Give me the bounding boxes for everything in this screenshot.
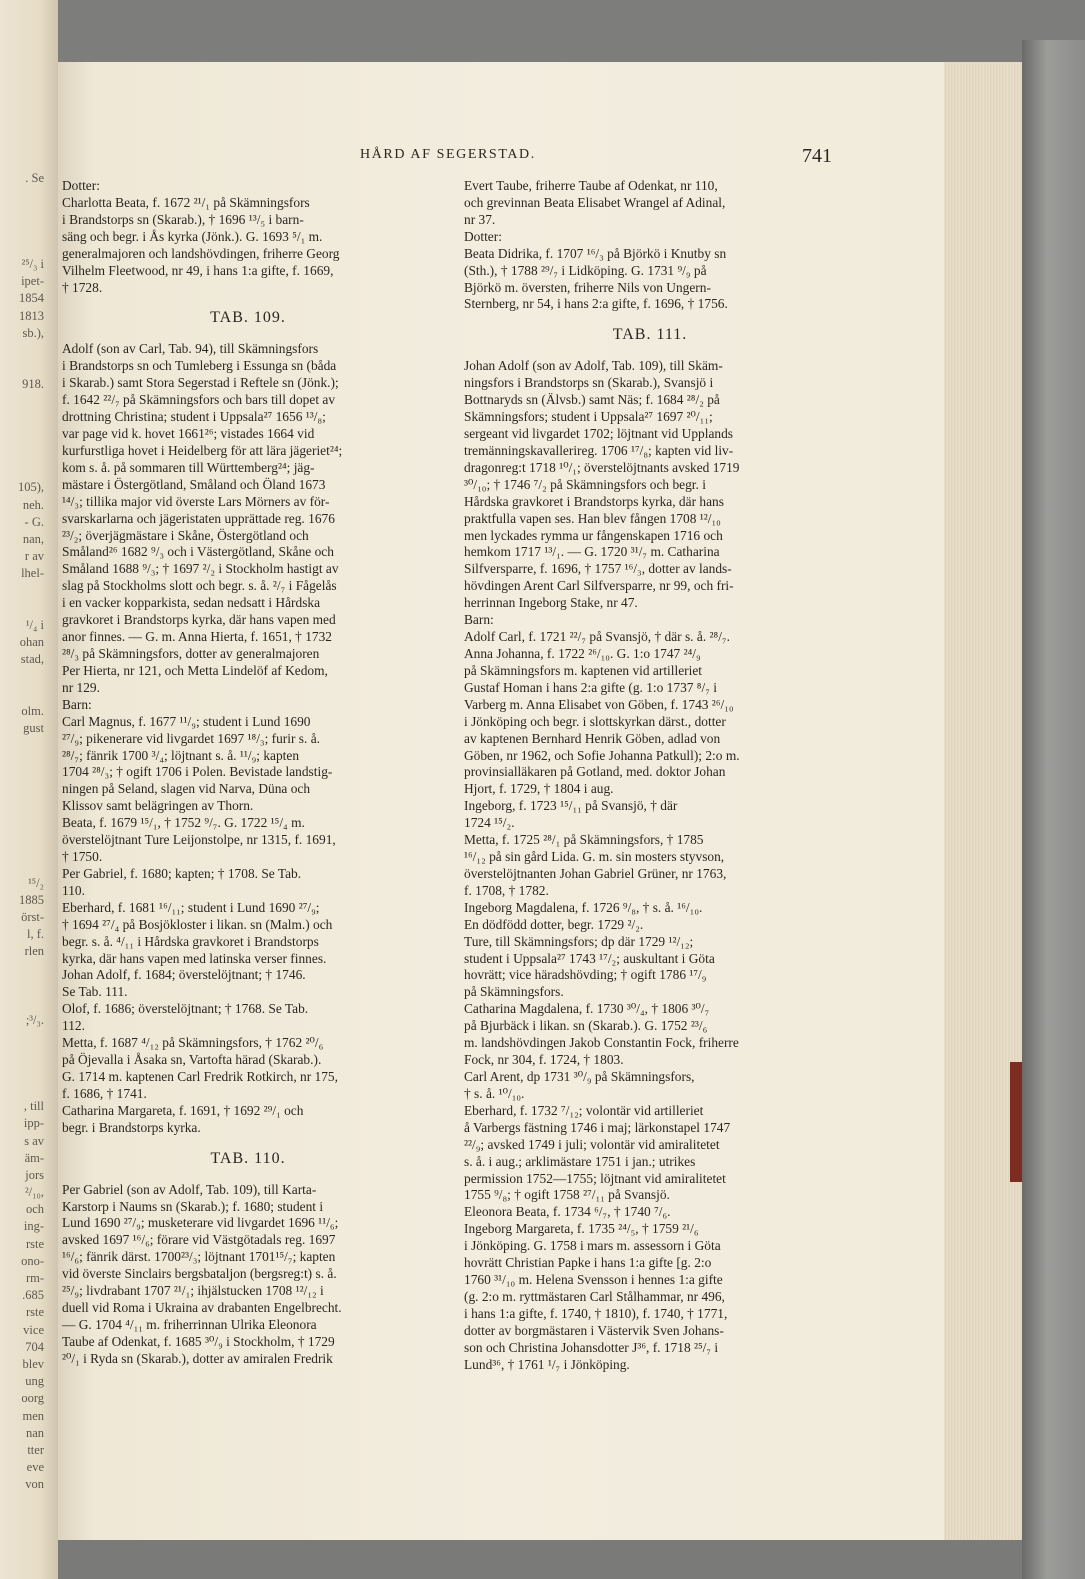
margin-fragment: gust	[23, 721, 44, 735]
text-line: provinsialläkaren på Gotland, med. doktor Johan	[464, 764, 726, 780]
text-line: Dotter:	[464, 228, 502, 244]
margin-fragment	[0, 462, 44, 479]
margin-fragment: jors	[25, 1167, 44, 1182]
margin-fragment: eve	[26, 1460, 44, 1475]
margin-fragment: ²/₁₀,	[24, 1185, 44, 1200]
margin-fragment: , till	[23, 1099, 44, 1114]
text-line: Carl Arent, dp 1731 ³⁰/₉ på Skämningsfors,	[464, 1069, 695, 1085]
text-line: på Öjevalla i Åsaka sn, Vartofta härad (Skarab.).	[62, 1052, 322, 1068]
text-line: Ingeborg, f. 1723 ¹⁵/₁₁ på Svansjö, † där	[464, 798, 678, 814]
text-line: Beata, f. 1679 ¹⁵/₁, † 1752 ⁹/₇. G. 1722 ¹⁵/₄ m.	[62, 815, 305, 831]
text-line: m. landshövdingen Jakob Constantin Fock, friherre	[464, 1035, 739, 1051]
text-line: herrinnan Ingeborg Stake, nr 47.	[464, 595, 638, 611]
text-line: Varberg m. Anna Elisabet von Göben, f. 1743 ²⁶/₁₀	[464, 696, 734, 712]
text-line: 1724 ¹⁵/₂.	[464, 815, 515, 831]
margin-fragment	[0, 806, 44, 823]
text-line: Charlotta Beata, f. 1672 ²¹/₁ på Skämningsfors	[62, 194, 310, 210]
margin-fragment: rlen	[24, 944, 44, 959]
text-line: Per Hierta, nr 121, och Metta Lindelöf af Kedom,	[62, 662, 328, 678]
margin-fragment: ¹/₄ i	[25, 617, 44, 632]
margin-fragment	[0, 995, 44, 1012]
margin-fragment: sb.),	[22, 325, 44, 340]
margin-fragment: 105),	[17, 480, 44, 495]
text-line: av kaptenen Bernhard Henrik Göben, adlad von	[464, 730, 721, 746]
margin-fragment	[0, 187, 44, 204]
text-line: Ingeborg Magdalena, f. 1726 ⁹/₈, † s. å. ¹⁶/₁₀.	[464, 899, 703, 915]
scan-background-bottom	[58, 1540, 1022, 1579]
text-line: gravkoret i Brandstorps kyrka, där hans vapen med	[62, 612, 336, 628]
margin-fragment: r av	[24, 549, 44, 564]
margin-fragment: rste	[25, 1236, 44, 1251]
text-line: dragonreg:t 1718 ¹⁰/₁; överstelöjtnants avsked 1719	[464, 459, 740, 475]
margin-fragment: 704	[25, 1339, 44, 1354]
text-line: Eleonora Beata, f. 1734 ⁶/₇, † 1740 ⁷/₆.	[464, 1204, 671, 1220]
text-line: hovrätt; vice häradshövding; † ogift 1786 ¹⁷/₉	[464, 967, 707, 983]
margin-fragment: ipet-	[21, 274, 44, 289]
text-line: son och Christina Johansdotter J³⁶, f. 1718 ²⁵/₇ i	[464, 1339, 719, 1355]
table-heading: TAB. 111.	[612, 326, 688, 344]
text-line: Barn:	[464, 612, 494, 628]
margin-fragment	[0, 239, 44, 256]
text-line: ¹⁶/₁₂ på sin gård Lida. G. m. sin mosters styvson,	[464, 849, 725, 865]
margin-fragment: ono-	[21, 1253, 44, 1268]
running-title: HÅRD AF SEGERSTAD.	[360, 147, 536, 162]
text-line: slag på Stockholms slott och begr. s. å. ²/₇ i Fågelås	[62, 578, 337, 594]
margin-fragment	[0, 823, 44, 840]
text-line: Per Gabriel, f. 1680; kapten; † 1708. Se Tab.	[62, 865, 302, 881]
text-line: Björkö m. översten, friherre Nils von Ungern-	[464, 279, 711, 295]
margin-fragment: ²⁵/₃ i	[21, 256, 44, 271]
table-heading: TAB. 109.	[210, 309, 286, 327]
text-line: nr 129.	[62, 679, 100, 695]
margin-fragment: oorg	[21, 1391, 44, 1406]
text-line: Ture, till Skämningsfors; dp där 1729 ¹²/₁₂;	[464, 933, 694, 949]
margin-fragment	[0, 204, 44, 221]
text-line: drottning Christina; student i Uppsala²⁷ 1656 ¹³/₈;	[62, 409, 326, 425]
text-line: ²⁷/₉; pikenerare vid livgardet 1697 ¹⁸/₃; furir s. å.	[62, 730, 320, 746]
text-line: Karstorp i Naums sn (Skarab.); f. 1680; student i	[62, 1198, 324, 1214]
text-line: i Skarab.) samt Stora Segerstad i Reftele sn (Jönk.);	[62, 375, 339, 391]
margin-fragment	[0, 858, 44, 875]
margin-fragment: ohan	[19, 635, 44, 650]
text-line: † 1750.	[62, 849, 103, 865]
left-column	[62, 178, 434, 1368]
text-line: Evert Taube, friherre Taube af Odenkat, nr 110,	[464, 178, 718, 193]
margin-fragment	[0, 411, 44, 428]
text-line: Olof, f. 1686; överstelöjtnant; † 1768. Se Tab.	[62, 1001, 309, 1017]
text-line: Adolf (son av Carl, Tab. 94), till Skämningsfors	[62, 341, 319, 357]
text-line: i Jönköping. G. 1758 i mars m. assessorn i Göta	[464, 1238, 721, 1254]
text-line: ²²/₉; avsked 1749 i juli; volontär vid amiralitetet	[464, 1136, 720, 1152]
text-line: begr. s. å. ⁴/₁₁ i Hårdska gravkoret i Brandstorps	[62, 933, 319, 949]
text-line: dotter av borgmästaren i Västervik Sven Johans-	[464, 1322, 724, 1338]
margin-fragment: rm-	[25, 1271, 44, 1285]
margin-fragment: rste	[25, 1305, 44, 1320]
text-line: Sternberg, nr 54, i hans 2:a gifte, f. 1696, † 1756.	[464, 296, 728, 312]
text-line: (g. 2:o m. ryttmästaren Carl Stålhammar, nr 496,	[464, 1289, 725, 1304]
text-line: 110.	[62, 882, 85, 898]
text-line: Catharina Margareta, f. 1691, † 1692 ²⁹/₁ och	[62, 1102, 304, 1118]
text-line: i Brandstorps sn och Tumleberg i Essunga sn (båda	[62, 358, 337, 374]
margin-fragment: nan	[25, 1425, 44, 1440]
text-line: ¹⁴/₃; tillika major vid överste Lars Mörners av för-	[62, 493, 330, 509]
margin-fragment	[0, 668, 44, 685]
text-line: vid överste Sinclairs bergsbataljon (bergsreg:t) s. å.	[62, 1266, 337, 1282]
text-line: ningen på Seland, slagen vid Narva, Düna och	[62, 781, 311, 797]
text-line: Hjort, f. 1729, † 1804 i aug.	[464, 781, 614, 797]
text-line: Småland²⁶ 1682 ⁹/₃ och i Västergötland, Skåne och	[62, 544, 334, 560]
page-stack-edge	[944, 62, 1022, 1540]
text-line: f. 1708, † 1782.	[464, 882, 549, 898]
margin-fragment	[0, 961, 44, 978]
text-line: Gustaf Homan i hans 2:a gifte (g. 1:o 1737 ⁸/₇ i	[464, 679, 717, 695]
text-line: Eberhard, f. 1681 ¹⁶/₁₁; student i Lund 1690 ²⁷/₉;	[62, 899, 320, 915]
text-line: student i Uppsala²⁷ 1743 ¹⁷/₂; auskultant i Göta	[464, 950, 715, 966]
text-line: (Sth.), † 1788 ²⁹/₇ i Lidköping. G. 1731 ⁹/₉ på	[464, 262, 707, 278]
text-line: En dödfödd dotter, begr. 1729 ²/₂.	[464, 916, 644, 932]
text-line: anor finnes. — G. m. Anna Hierta, f. 1651, † 1732	[62, 629, 332, 645]
margin-fragment: lhel-	[21, 566, 44, 581]
margin-fragment	[0, 686, 44, 703]
text-line: f. 1642 ²²/₇ på Skämningsfors och bars till dopet av	[62, 392, 336, 408]
text-line: ²⁸/₇; fänrik 1700 ³/₄; löjtnant s. å. ¹¹/₉; kapten	[62, 747, 300, 763]
text-line: i Jönköping och begr. i slottskyrkan därst., dotter	[464, 713, 726, 729]
text-line: ²⁵/₉; livdrabant 1707 ²¹/₁; ihjälstucken 1708 ¹²/₁₂ i	[62, 1283, 324, 1299]
text-line: säng och begr. i Ås kyrka (Jönk.). G. 1693 ⁵/₁ m.	[62, 228, 323, 244]
margin-fragment: 918.	[22, 377, 44, 392]
text-line: Göben, nr 1962, och Sofie Johanna Patkull); 2:o m.	[464, 747, 740, 763]
text-line: Metta, f. 1687 ⁴/₁₂ på Skämningsfors, † 1762 ²⁰/₆	[62, 1035, 324, 1051]
page-header	[58, 147, 944, 177]
margin-fragment	[0, 772, 44, 789]
right-column	[464, 178, 836, 1374]
table-heading: TAB. 110.	[210, 1149, 286, 1167]
margin-fragment: vice	[23, 1322, 44, 1337]
text-line: ²⁸/₃ på Skämningsfors, dotter av generalmajoren	[62, 645, 320, 661]
text-line: 1760 ³¹/₁₀ m. Helena Svensson i hennes 1:a gifte	[464, 1272, 723, 1288]
text-line: hovrätt Christian Papke i hans 1:a gifte [g. 2:o	[464, 1255, 712, 1271]
text-line: Beata Didrika, f. 1707 ¹⁶/₃ på Björkö i Knutby sn	[464, 245, 727, 261]
margin-fragment	[0, 1064, 44, 1081]
text-line: 1704 ²⁸/₃; † ogift 1706 i Polen. Bevistade landstig-	[62, 764, 333, 780]
text-line: Eberhard, f. 1732 ⁷/₁₂; volontär vid artilleriet	[464, 1102, 704, 1118]
text-line: Se Tab. 111.	[62, 984, 128, 1000]
margin-fragment	[0, 583, 44, 600]
margin-fragment: 1885	[19, 892, 44, 907]
text-line: s. å. i aug.; arklimästare 1751 i jan.; utrikes	[464, 1153, 696, 1169]
margin-fragment	[0, 754, 44, 771]
margin-fragment: örst-	[21, 910, 44, 925]
text-line: 112.	[62, 1018, 85, 1034]
text-line: svarskarlarna och jägeristaten upprättade reg. 1676	[62, 510, 335, 526]
text-line: hemkom 1717 ¹³/₁. — G. 1720 ³¹/₇ m. Catharina	[464, 544, 720, 560]
text-line: kurfurstliga hovet i Heidelberg för att lära jägeriet²⁴;	[62, 442, 343, 458]
margin-fragment	[0, 445, 44, 462]
text-line: överstelöjtnant Ture Leijonstolpe, nr 1315, f. 1691,	[62, 832, 336, 848]
text-line: Silfversparre, f. 1696, † 1757 ¹⁶/₃, dotter av lands-	[464, 561, 732, 577]
margin-fragment: von	[25, 1477, 44, 1492]
text-line: Fock, nr 304, f. 1724, † 1803.	[464, 1052, 624, 1068]
text-line: Klissov samt belägringen av Thorn.	[62, 798, 254, 814]
margin-fragment: stad,	[20, 652, 44, 667]
text-line: begr. i Brandstorps kyrka.	[62, 1119, 201, 1135]
text-line: Barn:	[62, 696, 92, 712]
bookmark-ribbon	[1010, 1062, 1022, 1182]
text-line: tremänningskavallerireg. 1706 ¹⁷/₈; kapten vid liv-	[464, 442, 734, 458]
text-line: permission 1752—1755; löjtnant vid amiralitetet	[464, 1170, 726, 1186]
text-line: hövdingen Arent Carl Silfversparre, nr 99, och fri-	[464, 578, 734, 594]
margin-fragment	[0, 600, 44, 617]
margin-fragment: nan,	[22, 531, 44, 546]
margin-fragment	[0, 737, 44, 754]
text-line: Bottnaryds sn (Älvsb.) samt Näs; f. 1684 ²⁸/₂ på	[464, 392, 720, 408]
text-line: ²³/₂; överjägmästare i Skåne, Östergötland och	[62, 527, 309, 543]
text-line: Johan Adolf (son av Adolf, Tab. 109), till Skäm-	[464, 358, 723, 374]
text-line: Hårdska gravkoret i Brandstorps kyrka, där hans	[464, 493, 724, 509]
text-line: på Skämningsfors.	[464, 984, 564, 1000]
margin-fragment: 1813	[19, 308, 44, 323]
text-line: mästare i Östergötland, Småland och Öland 1673	[62, 476, 326, 492]
text-line: ³⁰/₁₀; † 1746 ⁷/₂ på Skämningsfors och begr. i	[464, 476, 706, 492]
margin-fragment: neh.	[22, 497, 44, 512]
page-number: 741	[802, 145, 832, 167]
previous-page-edge	[0, 0, 58, 1579]
text-line: Småland 1688 ⁹/₃; † 1697 ²/₂ i Stockholm hastigt av	[62, 561, 339, 577]
text-line: men lyckades rymma ur fångenskapen 1716 och	[464, 527, 723, 543]
text-line: i hans 1:a gifte, f. 1740, † 1810), f. 1740, † 1771,	[464, 1305, 728, 1321]
margin-fragment: blev	[22, 1356, 44, 1371]
text-line: Ingeborg Margareta, f. 1735 ²⁴/₅, † 1759 ²¹/₆	[464, 1221, 699, 1237]
text-line: Vilhelm Fleetwood, nr 49, i hans 1:a gifte, f. 1669,	[62, 262, 334, 278]
text-line: på Skämningsfors m. kaptenen vid artilleriet	[464, 662, 702, 678]
margin-fragment	[0, 222, 44, 239]
margin-fragment	[0, 393, 44, 410]
margin-fragment: .685	[22, 1288, 44, 1303]
text-line: Metta, f. 1725 ²⁸/₁ på Skämningsfors, † 1785	[464, 832, 704, 848]
margin-fragment	[0, 1029, 44, 1046]
previous-page-fragments	[0, 170, 44, 1493]
margin-fragment	[0, 428, 44, 445]
text-line: duell vid Roma i Ukraina av drabanten Engelbrecht.	[62, 1300, 342, 1316]
text-line: var page vid k. hovet 1661²⁶; vistades 1664 vid	[62, 425, 315, 441]
margin-fragment: - G.	[24, 514, 44, 529]
margin-fragment: s av	[24, 1133, 44, 1148]
text-line: G. 1714 m. kaptenen Carl Fredrik Rotkirch, nr 175,	[62, 1069, 338, 1085]
margin-fragment	[0, 1081, 44, 1098]
text-line: † s. å. ¹⁰/₁₀.	[464, 1085, 525, 1101]
text-line: och grevinnan Beata Elisabet Wrangel af Adinal,	[464, 194, 726, 210]
text-line: Taube af Odenkat, f. 1685 ³⁰/₉ i Stockholm, † 1729	[62, 1333, 335, 1349]
text-line: ¹⁶/₆; fänrik därst. 1700²³/₃; löjtnant 1701¹⁵/₇; kapten	[62, 1249, 336, 1265]
text-line: † 1728.	[62, 279, 103, 295]
margin-fragment: ;³/₃.	[25, 1013, 44, 1028]
text-line: i Brandstorps sn (Skarab.), † 1696 ¹³/₅ i barn-	[62, 211, 304, 227]
text-line: generalmajoren och landshövdingen, friherre Georg	[62, 245, 340, 261]
text-line: Dotter:	[62, 178, 100, 193]
text-line: å Varbergs fästning 1746 i maj; lärkonstapel 1747	[464, 1119, 731, 1135]
text-line: Lund³⁶, † 1761 ¹/₇ i Jönköping.	[464, 1356, 630, 1372]
margin-fragment: . Se	[25, 171, 44, 185]
text-line: 1755 ⁹/₈; † ogift 1758 ²⁷/₁₁ på Svansjö.	[464, 1187, 670, 1203]
text-line: † 1694 ²⁷/₄ på Bosjökloster i likan. sn (Malm.) och	[62, 916, 333, 932]
margin-fragment: 1854	[19, 291, 44, 306]
text-line: överstelöjtnanten Johan Gabriel Grüner, nr 1763,	[464, 865, 727, 881]
text-line: avsked 1697 ¹⁶/₆; förare vid Västgötadals reg. 1697	[62, 1232, 336, 1248]
text-line: ningsfors i Brandstorps sn (Skarab.), Svansjö i	[464, 375, 714, 391]
text-line: Per Gabriel (son av Adolf, Tab. 109), till Karta-	[62, 1181, 317, 1197]
text-line: ²⁰/₁ i Ryda sn (Skarab.), dotter av amiralen Fredrik	[62, 1350, 333, 1366]
margin-fragment: l, f.	[26, 927, 44, 942]
text-line: i en vacker kopparkista, sedan nedsatt i Hårdska	[62, 595, 321, 611]
text-line: Anna Johanna, f. 1722 ²⁶/₁₀. G. 1:o 1747 ²⁴/₉	[464, 645, 701, 661]
text-line: kyrka, där hans vapen med latinska verser finnes.	[62, 950, 327, 966]
text-line: kom s. å. på sommaren till Württemberg²⁴; jäg-	[62, 459, 315, 475]
text-line: f. 1686, † 1741.	[62, 1085, 147, 1101]
margin-fragment: äm-	[24, 1150, 44, 1165]
text-line: på Bjurbäck i likan. sn (Skarab.). G. 1752 ²³/₆	[464, 1018, 708, 1034]
text-line: — G. 1704 ⁴/₁₁ m. friherrinnan Ulrika Eleonora	[62, 1317, 317, 1332]
margin-fragment	[0, 359, 44, 376]
text-line: Skämningsfors; student i Uppsala²⁷ 1697 ²⁰/₁₁;	[464, 409, 713, 425]
margin-fragment	[0, 978, 44, 995]
margin-fragment	[0, 342, 44, 359]
margin-fragment	[0, 789, 44, 806]
text-line: Lund 1690 ²⁷/₉; musketerare vid livgardet 1696 ¹¹/₆;	[62, 1215, 339, 1231]
margin-fragment	[0, 1047, 44, 1064]
margin-fragment: olm.	[21, 703, 44, 718]
text-line: Catharina Magdalena, f. 1730 ³⁰/₄, † 1806 ³⁰/₇	[464, 1001, 710, 1017]
scan-background-top	[58, 0, 1085, 62]
margin-fragment: ing-	[23, 1219, 44, 1234]
text-line: Carl Magnus, f. 1677 ¹¹/₉; student i Lund 1690	[62, 713, 311, 729]
margin-fragment: och	[25, 1202, 44, 1217]
text-line: praktfulla vapen ses. Han blev fången 1708 ¹²/₁₀	[464, 510, 721, 526]
margin-fragment: tter	[27, 1442, 44, 1457]
text-line: Adolf Carl, f. 1721 ²²/₇ på Svansjö, † där s. å. ²⁸/₇.	[464, 629, 730, 645]
margin-fragment: men	[22, 1408, 44, 1423]
text-line: Johan Adolf, f. 1684; överstelöjtnant; † 1746.	[62, 967, 306, 983]
margin-fragment: ung	[25, 1374, 44, 1389]
margin-fragment: ipp-	[23, 1116, 44, 1131]
margin-fragment	[0, 840, 44, 857]
margin-fragment: ¹⁵/₂	[28, 875, 44, 890]
text-line: nr 37.	[464, 211, 496, 227]
book-cover-edge	[1022, 40, 1085, 1579]
text-line: sergeant vid livgardet 1702; löjtnant vid Upplands	[464, 425, 734, 441]
